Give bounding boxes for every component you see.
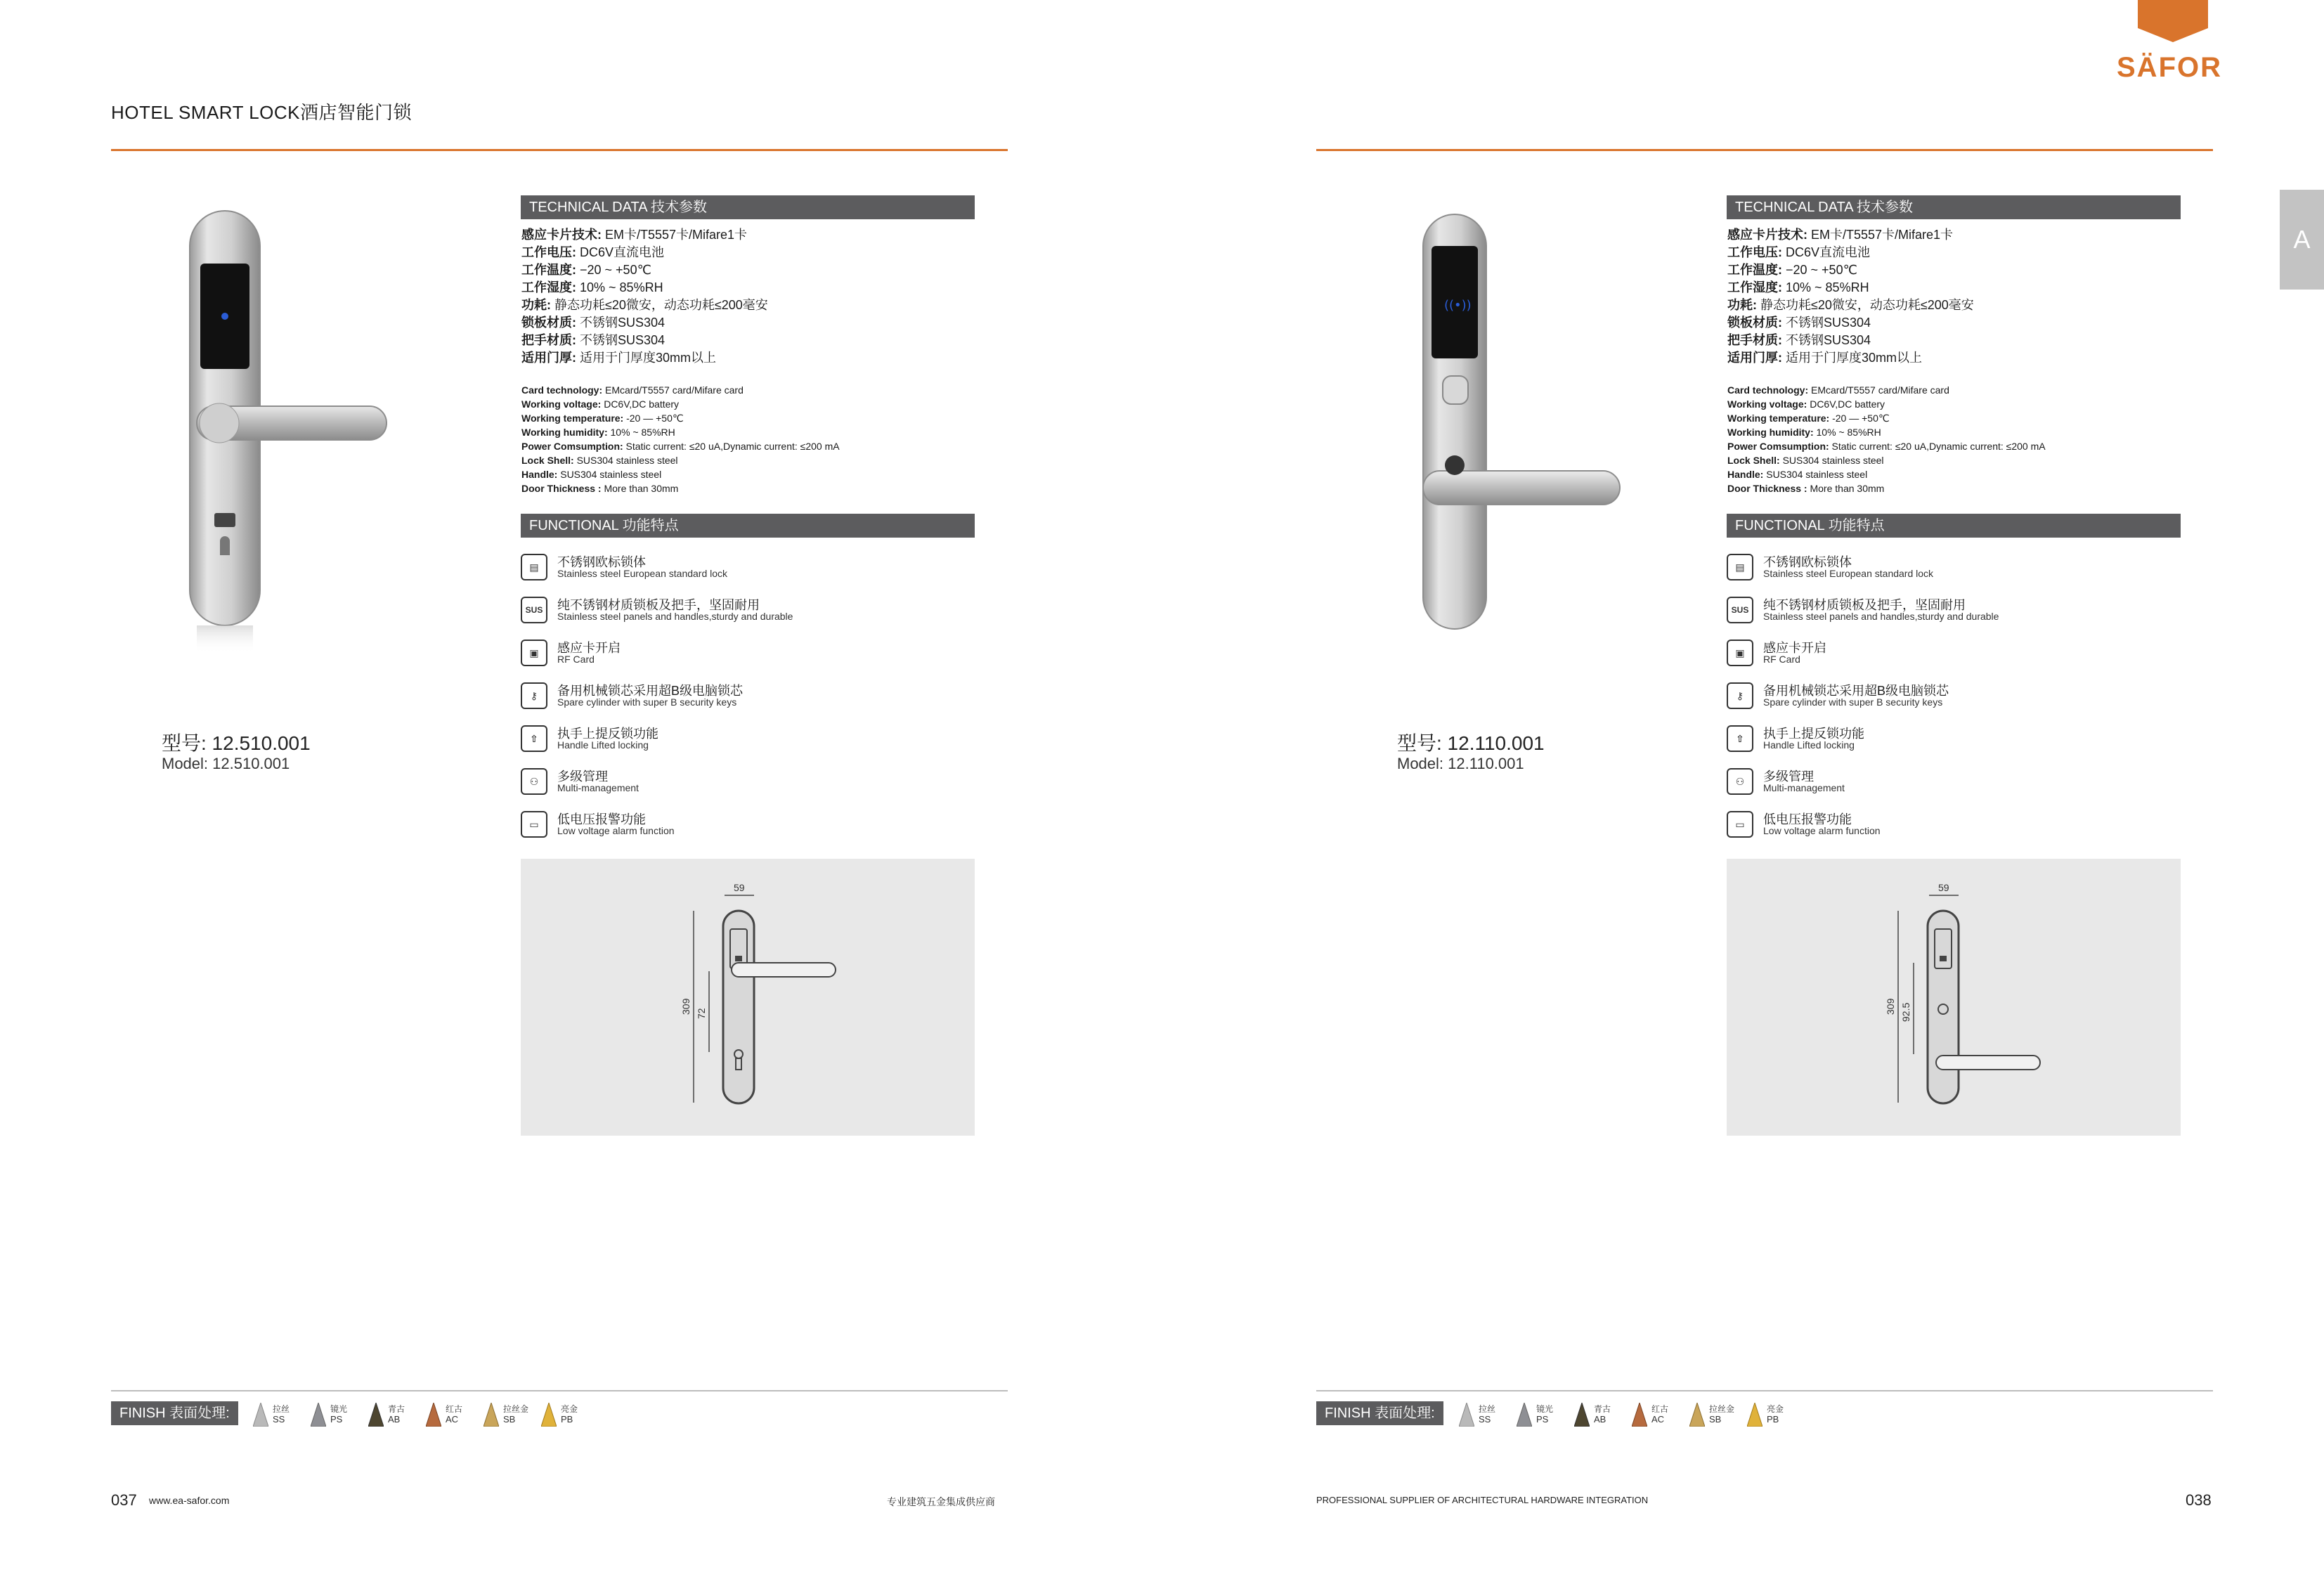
functional-header: FUNCTIONAL 功能特点 bbox=[1727, 514, 2181, 538]
spec-row: 工作电压: DC6V直流电池 bbox=[521, 245, 665, 259]
feature-item: SUS 纯不锈钢材质锁板及把手，坚固耐用 Stainless steel panels and handles,sturdy and durable bbox=[1727, 595, 2148, 635]
page-title: HOTEL SMART LOCK酒店智能门锁 bbox=[111, 102, 413, 123]
spec-row: 锁板材质: 不锈钢SUS304 bbox=[521, 316, 666, 330]
spec-row: Handle: SUS304 stainless steel bbox=[1727, 469, 1868, 480]
finish-swatch: 红古 AC bbox=[1632, 1401, 1688, 1429]
finish-swatch: 红古 AC bbox=[426, 1401, 482, 1429]
finish-swatch: 拉丝金 SB bbox=[1689, 1401, 1746, 1429]
spec-row: 把手材质: 不锈钢SUS304 bbox=[1727, 333, 1871, 347]
section-tab[interactable]: A bbox=[2280, 190, 2324, 290]
spec-row: Card technology: EMcard/T5557 card/Mifare card bbox=[521, 384, 744, 396]
finish-swatch: 拉丝 SS bbox=[253, 1401, 309, 1429]
handle-lift-icon: ⇧ bbox=[1727, 725, 1753, 752]
spec-row: 工作温度: −20 ~ +50℃ bbox=[521, 263, 651, 277]
product-image-12110001 bbox=[1402, 204, 1641, 654]
spec-row: Working voltage: DC6V,DC battery bbox=[521, 398, 680, 410]
multi-management-icon: ⚇ bbox=[521, 768, 547, 795]
feature-item: ▣ 感应卡开启 RF Card bbox=[521, 638, 942, 677]
specs-en-list bbox=[521, 383, 971, 495]
page-number-left: 037 bbox=[111, 1491, 137, 1509]
rf-card-icon: ▣ bbox=[521, 640, 547, 666]
finish-swatch: 镜光 PS bbox=[311, 1401, 367, 1429]
slogan-cn: 专业建筑五金集成供应商 bbox=[887, 1496, 995, 1507]
spec-row: 工作湿度: 10% ~ 85%RH bbox=[521, 280, 663, 294]
feature-item: ⇧ 执手上提反锁功能 Handle Lifted locking bbox=[1727, 724, 2148, 763]
model-number-en: Model: 12.110.001 bbox=[1397, 755, 1524, 772]
feature-item: ▭ 低电压报警功能 Low voltage alarm function bbox=[521, 810, 942, 849]
website-link[interactable]: www.ea-safor.com bbox=[149, 1495, 230, 1506]
finish-swatch: 镜光 PS bbox=[1517, 1401, 1573, 1429]
finish-swatch: 亮金 PB bbox=[1747, 1401, 1803, 1429]
feature-item: ⚇ 多级管理 Multi-management bbox=[1727, 767, 2148, 806]
spec-row: Handle: SUS304 stainless steel bbox=[521, 469, 662, 480]
key-icon: ⚷ bbox=[521, 682, 547, 709]
finish-swatch: 亮金 PB bbox=[541, 1401, 597, 1429]
feature-item: ▤ 不锈钢欧标锁体 Stainless steel European standard lock bbox=[1727, 552, 2148, 592]
spec-row: Working temperature: -20 — +50℃ bbox=[1727, 413, 1890, 424]
key-icon: ⚷ bbox=[1727, 682, 1753, 709]
finish-swatch: 拉丝金 SB bbox=[483, 1401, 540, 1429]
spec-row: 工作电压: DC6V直流电池 bbox=[1727, 245, 1871, 259]
spec-row: Lock Shell: SUS304 stainless steel bbox=[521, 455, 678, 466]
lock-body-icon: ▤ bbox=[1727, 554, 1753, 580]
finish-swatches-right bbox=[1459, 1401, 1824, 1431]
finish-swatches-left bbox=[253, 1401, 618, 1431]
spec-row: Door Thickness : More than 30mm bbox=[1727, 483, 1885, 494]
technical-data-header: TECHNICAL DATA 技术参数 bbox=[521, 195, 975, 219]
finish-label: FINISH 表面处理: bbox=[1316, 1401, 1443, 1425]
multi-management-icon: ⚇ bbox=[1727, 768, 1753, 795]
low-battery-icon: ▭ bbox=[521, 811, 547, 838]
spec-row: Working humidity: 10% ~ 85%RH bbox=[1727, 427, 1881, 438]
product-image-12510001 bbox=[176, 204, 408, 654]
model-number-cn: 型号: 12.510.001 bbox=[162, 732, 311, 754]
page-number-right: 038 bbox=[2186, 1491, 2212, 1509]
dim-offset: 72 bbox=[696, 1008, 707, 1019]
spec-row: Lock Shell: SUS304 stainless steel bbox=[1727, 455, 1884, 466]
dimension-diagram-right bbox=[1727, 859, 2181, 1136]
header-divider-left bbox=[111, 149, 1008, 151]
spec-row: 功耗: 静态功耗≤20微安，动态功耗≤200毫安 bbox=[1727, 298, 1974, 312]
spec-row: Door Thickness : More than 30mm bbox=[521, 483, 679, 494]
spec-row: Working voltage: DC6V,DC battery bbox=[1727, 398, 1885, 410]
spec-row: Working humidity: 10% ~ 85%RH bbox=[521, 427, 675, 438]
feature-list-right bbox=[1727, 552, 2176, 848]
spec-row: 适用门厚: 适用于门厚度30mm以上 bbox=[1727, 351, 1923, 365]
rf-card-icon: ▣ bbox=[1727, 640, 1753, 666]
dim-offset: 92.5 bbox=[1900, 1002, 1911, 1022]
dimension-diagram-left bbox=[521, 859, 975, 1136]
spec-row: Working temperature: -20 — +50℃ bbox=[521, 413, 684, 424]
spec-row: Card technology: EMcard/T5557 card/Mifare card bbox=[1727, 384, 1949, 396]
feature-item: ▭ 低电压报警功能 Low voltage alarm function bbox=[1727, 810, 2148, 849]
spec-row: 工作温度: −20 ~ +50℃ bbox=[1727, 263, 1857, 277]
spec-row: 把手材质: 不锈钢SUS304 bbox=[521, 333, 666, 347]
finish-swatch: 拉丝 SS bbox=[1459, 1401, 1515, 1429]
feature-item: ▣ 感应卡开启 RF Card bbox=[1727, 638, 2148, 677]
finish-divider-right bbox=[1316, 1390, 2213, 1391]
spec-row: 感应卡片技术: EM卡/T5557卡/Mifare1卡 bbox=[1727, 228, 1954, 242]
slogan-en: PROFESSIONAL SUPPLIER OF ARCHITECTURAL HARDWARE INTEGRATION bbox=[1316, 1495, 1649, 1505]
model-number-cn: 型号: 12.110.001 bbox=[1397, 732, 1545, 754]
brand-logo: SÄFOR bbox=[2117, 52, 2222, 83]
technical-data-header: TECHNICAL DATA 技术参数 bbox=[1727, 195, 2181, 219]
finish-divider-left bbox=[111, 1390, 1008, 1391]
finish-label: FINISH 表面处理: bbox=[111, 1401, 238, 1425]
svg-text:((•)): ((•)) bbox=[1444, 298, 1472, 313]
feature-item: SUS 纯不锈钢材质锁板及把手，坚固耐用 Stainless steel panels and handles,sturdy and durable bbox=[521, 595, 942, 635]
sus-icon: SUS bbox=[1727, 597, 1753, 623]
spec-row: 感应卡片技术: EM卡/T5557卡/Mifare1卡 bbox=[521, 228, 748, 242]
spec-row: 适用门厚: 适用于门厚度30mm以上 bbox=[521, 351, 717, 365]
feature-item: ⚷ 备用机械锁芯采用超B级电脑锁芯 Spare cylinder with super B security keys bbox=[1727, 681, 2148, 720]
finish-swatch: 青古 AB bbox=[368, 1401, 424, 1429]
specs-cn-list bbox=[521, 226, 971, 367]
spec-row: 锁板材质: 不锈钢SUS304 bbox=[1727, 316, 1871, 330]
spec-row: 功耗: 静态功耗≤20微安，动态功耗≤200毫安 bbox=[521, 298, 768, 312]
feature-item: ⚷ 备用机械锁芯采用超B级电脑锁芯 Spare cylinder with super B security keys bbox=[521, 681, 942, 720]
dim-width: 59 bbox=[1938, 882, 1949, 893]
low-battery-icon: ▭ bbox=[1727, 811, 1753, 838]
spec-row: Power Comsumption: Static current: ≤20 uA,Dynamic current: ≤200 mA bbox=[521, 441, 840, 452]
feature-item: ⇧ 执手上提反锁功能 Handle Lifted locking bbox=[521, 724, 942, 763]
dim-width: 59 bbox=[734, 882, 745, 893]
handle-lift-icon: ⇧ bbox=[521, 725, 547, 752]
dim-height: 309 bbox=[680, 998, 692, 1015]
specs-cn-list bbox=[1727, 226, 2177, 367]
spec-row: Power Comsumption: Static current: ≤20 uA,Dynamic current: ≤200 mA bbox=[1727, 441, 2046, 452]
sus-icon: SUS bbox=[521, 597, 547, 623]
feature-item: ▤ 不锈钢欧标锁体 Stainless steel European standard lock bbox=[521, 552, 942, 592]
feature-list-left bbox=[521, 552, 971, 848]
model-number-en: Model: 12.510.001 bbox=[162, 755, 290, 772]
header-divider-right bbox=[1316, 149, 2213, 151]
finish-swatch: 青古 AB bbox=[1574, 1401, 1630, 1429]
feature-item: ⚇ 多级管理 Multi-management bbox=[521, 767, 942, 806]
dim-height: 309 bbox=[1885, 998, 1896, 1015]
functional-header: FUNCTIONAL 功能特点 bbox=[521, 514, 975, 538]
lock-body-icon: ▤ bbox=[521, 554, 547, 580]
spec-row: 工作湿度: 10% ~ 85%RH bbox=[1727, 280, 1869, 294]
specs-en-list bbox=[1727, 383, 2177, 495]
brand-logo-mark bbox=[2138, 0, 2208, 42]
